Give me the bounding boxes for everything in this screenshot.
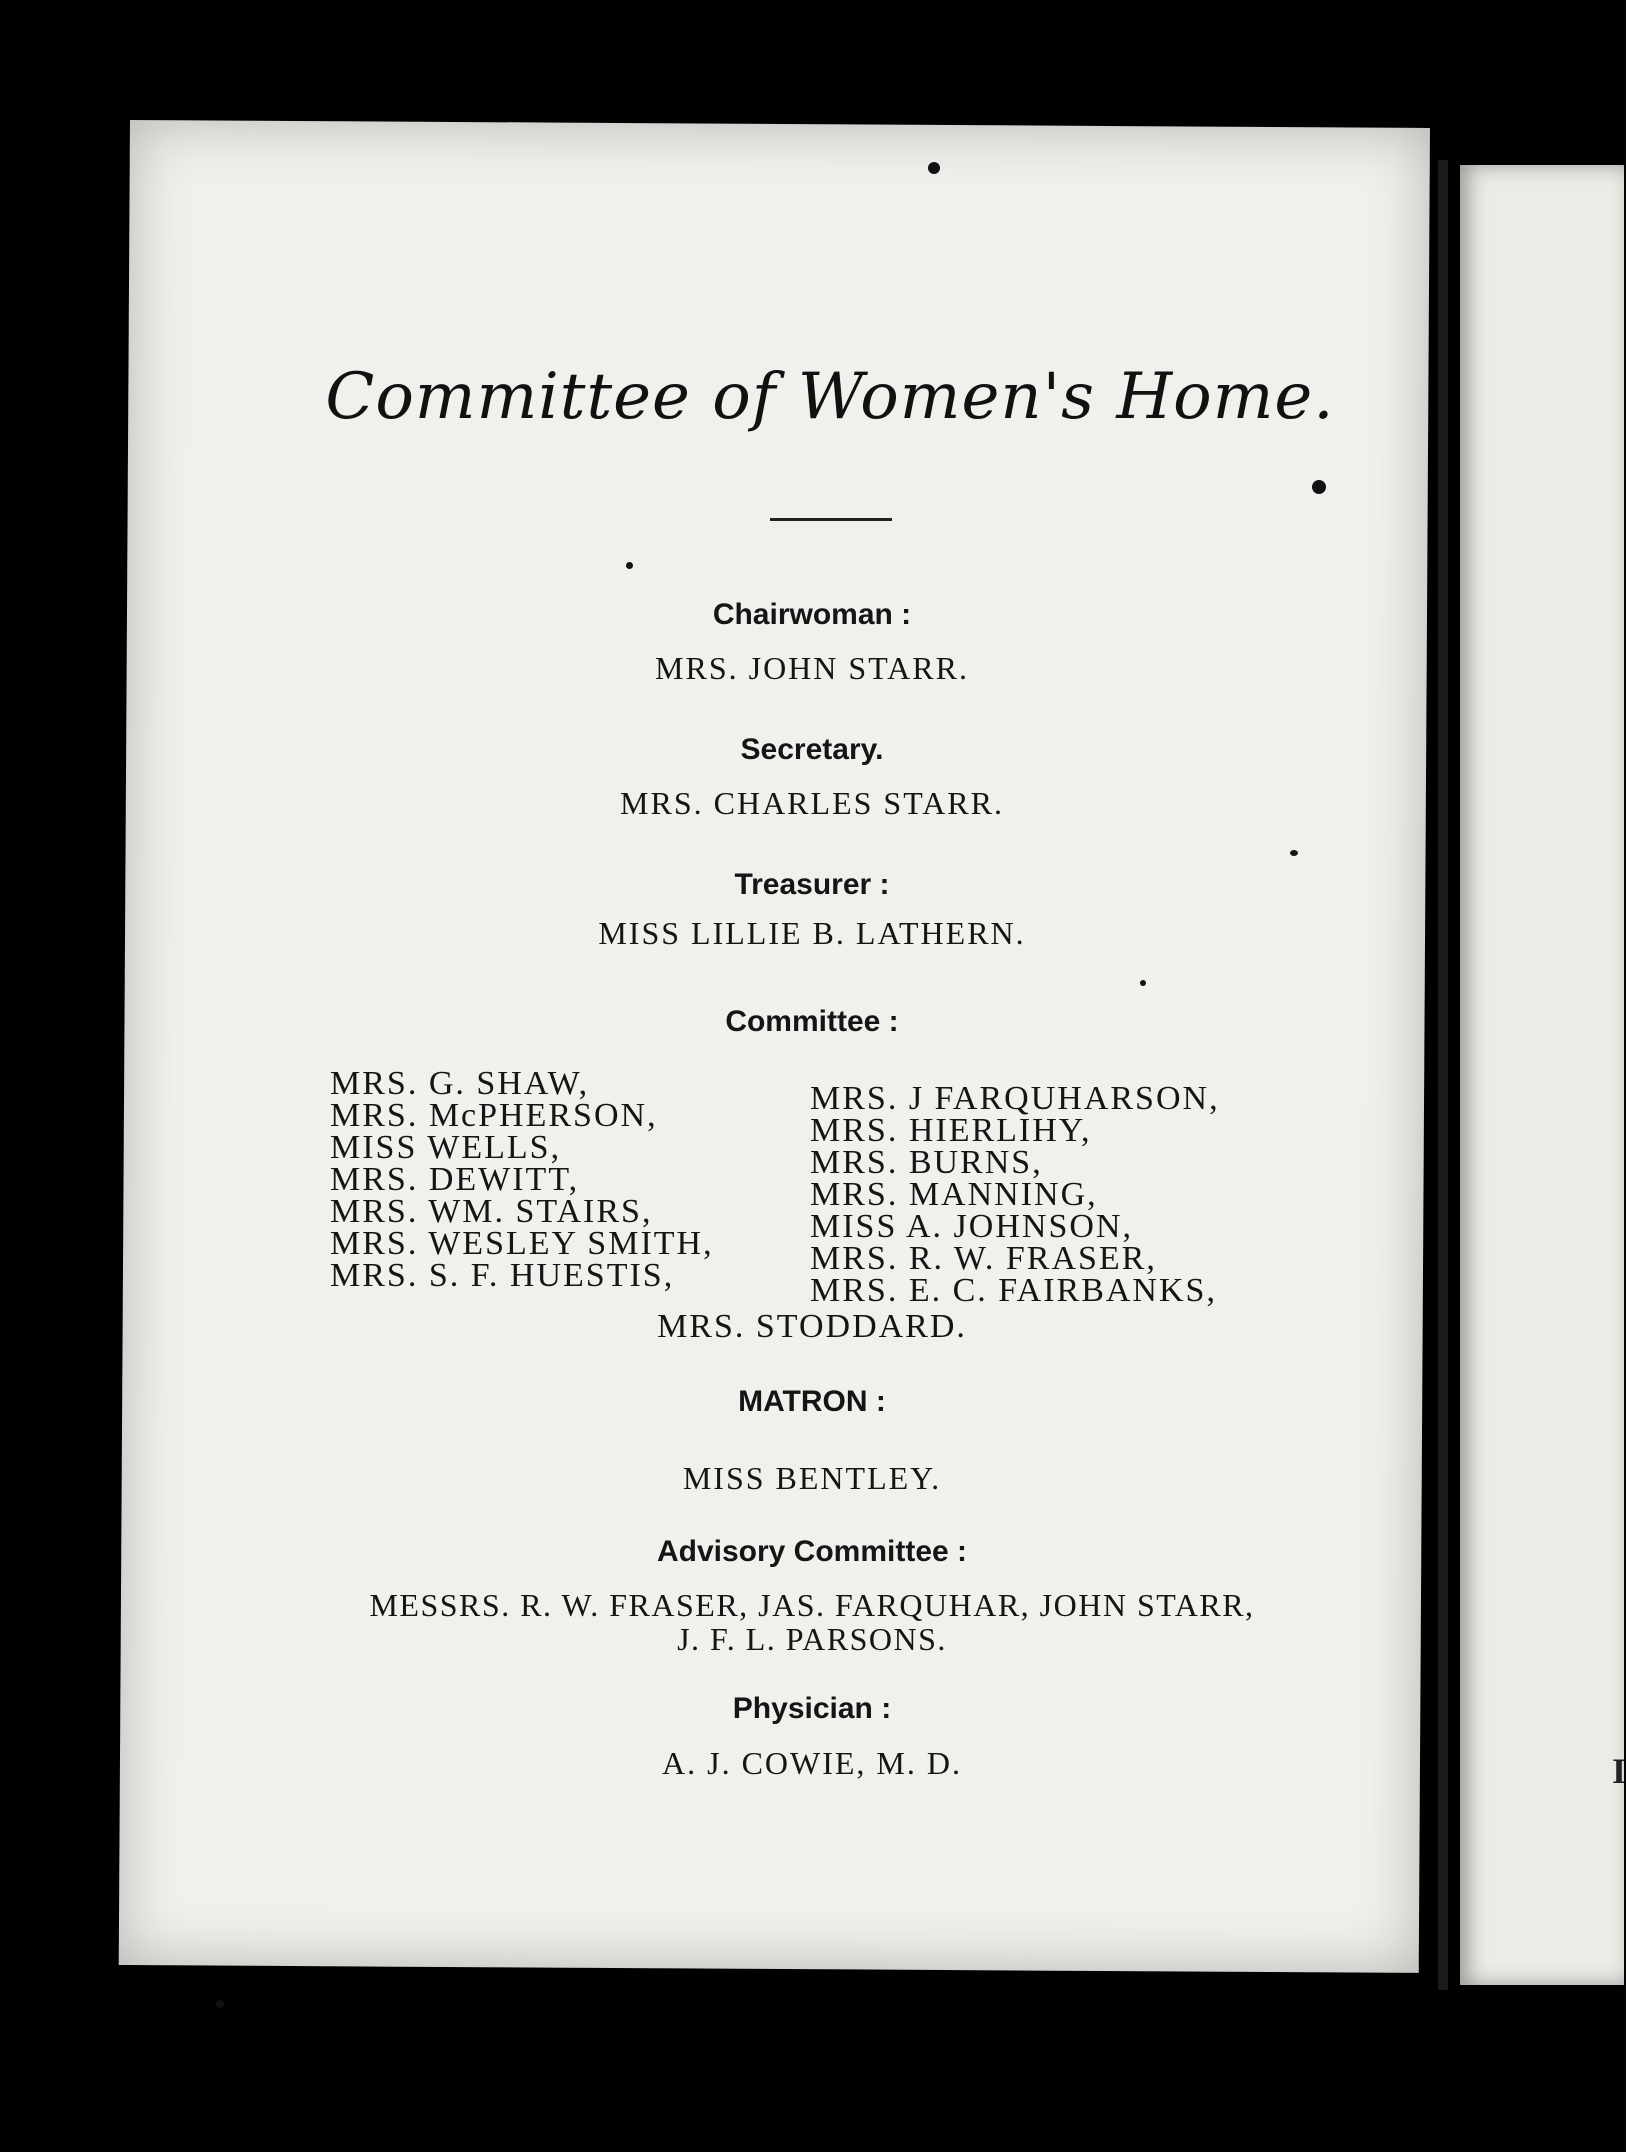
chairwoman-heading: Chairwoman :	[712, 598, 912, 631]
matron-heading: MATRON :	[738, 1385, 886, 1418]
speck	[928, 162, 940, 174]
speck	[216, 2000, 224, 2008]
committee-member: MRS. WESLEY SMITH,	[330, 1225, 714, 1262]
matron-name: MISS BENTLEY.	[682, 1460, 942, 1496]
speck	[1140, 980, 1146, 986]
committee-last-member: MRS. STODDARD.	[657, 1308, 967, 1345]
committee-member: MRS. McPHERSON,	[330, 1097, 658, 1134]
secretary-heading: Secretary.	[740, 733, 884, 766]
committee-member: MRS. WM. STAIRS,	[330, 1193, 653, 1230]
speck	[626, 562, 633, 569]
title-rule	[770, 518, 892, 521]
committee-member: MRS. J FARQUHARSON,	[810, 1080, 1220, 1117]
advisory-line-2: J. F. L. PARSONS.	[677, 1621, 947, 1657]
committee-member: MISS A. JOHNSON,	[810, 1208, 1133, 1245]
committee-member: MRS. G. SHAW,	[330, 1065, 590, 1102]
committee-member: MRS. DEWITT,	[330, 1161, 580, 1198]
committee-member: MRS. R. W. FRASER,	[810, 1240, 1157, 1277]
committee-member: MRS. HIERLIHY,	[810, 1112, 1092, 1149]
chairwoman-name: MRS. JOHN STARR.	[655, 650, 969, 686]
committee-left-column	[330, 1065, 714, 1294]
advisory-heading: Advisory Committee :	[656, 1535, 968, 1568]
committee-member: MRS. E. C. FAIRBANKS,	[810, 1272, 1217, 1309]
committee-member: MRS. MANNING,	[810, 1176, 1098, 1213]
secretary-name: MRS. CHARLES STARR.	[620, 785, 1004, 821]
physician-heading: Physician :	[732, 1692, 892, 1725]
committee-right-column	[810, 1080, 1220, 1309]
advisory-line-1: MESSRS. R. W. FRASER, JAS. FARQUHAR, JOHN STARR,	[369, 1587, 1255, 1623]
physician-name: A. J. COWIE, M. D.	[662, 1745, 962, 1781]
adjacent-page-text: I	[1612, 1751, 1626, 1791]
page-title: Committee of Women's Home.	[325, 360, 1335, 434]
committee-member: MRS. BURNS,	[810, 1144, 1043, 1181]
speck	[1312, 480, 1326, 494]
treasurer-heading: Treasurer :	[734, 868, 890, 901]
committee-member: MRS. S. F. HUESTIS,	[330, 1257, 675, 1294]
committee-member: MISS WELLS,	[330, 1129, 562, 1166]
committee-heading: Committee :	[725, 1005, 899, 1038]
speck	[1290, 850, 1298, 856]
treasurer-name: MISS LILLIE B. LATHERN.	[598, 915, 1026, 951]
